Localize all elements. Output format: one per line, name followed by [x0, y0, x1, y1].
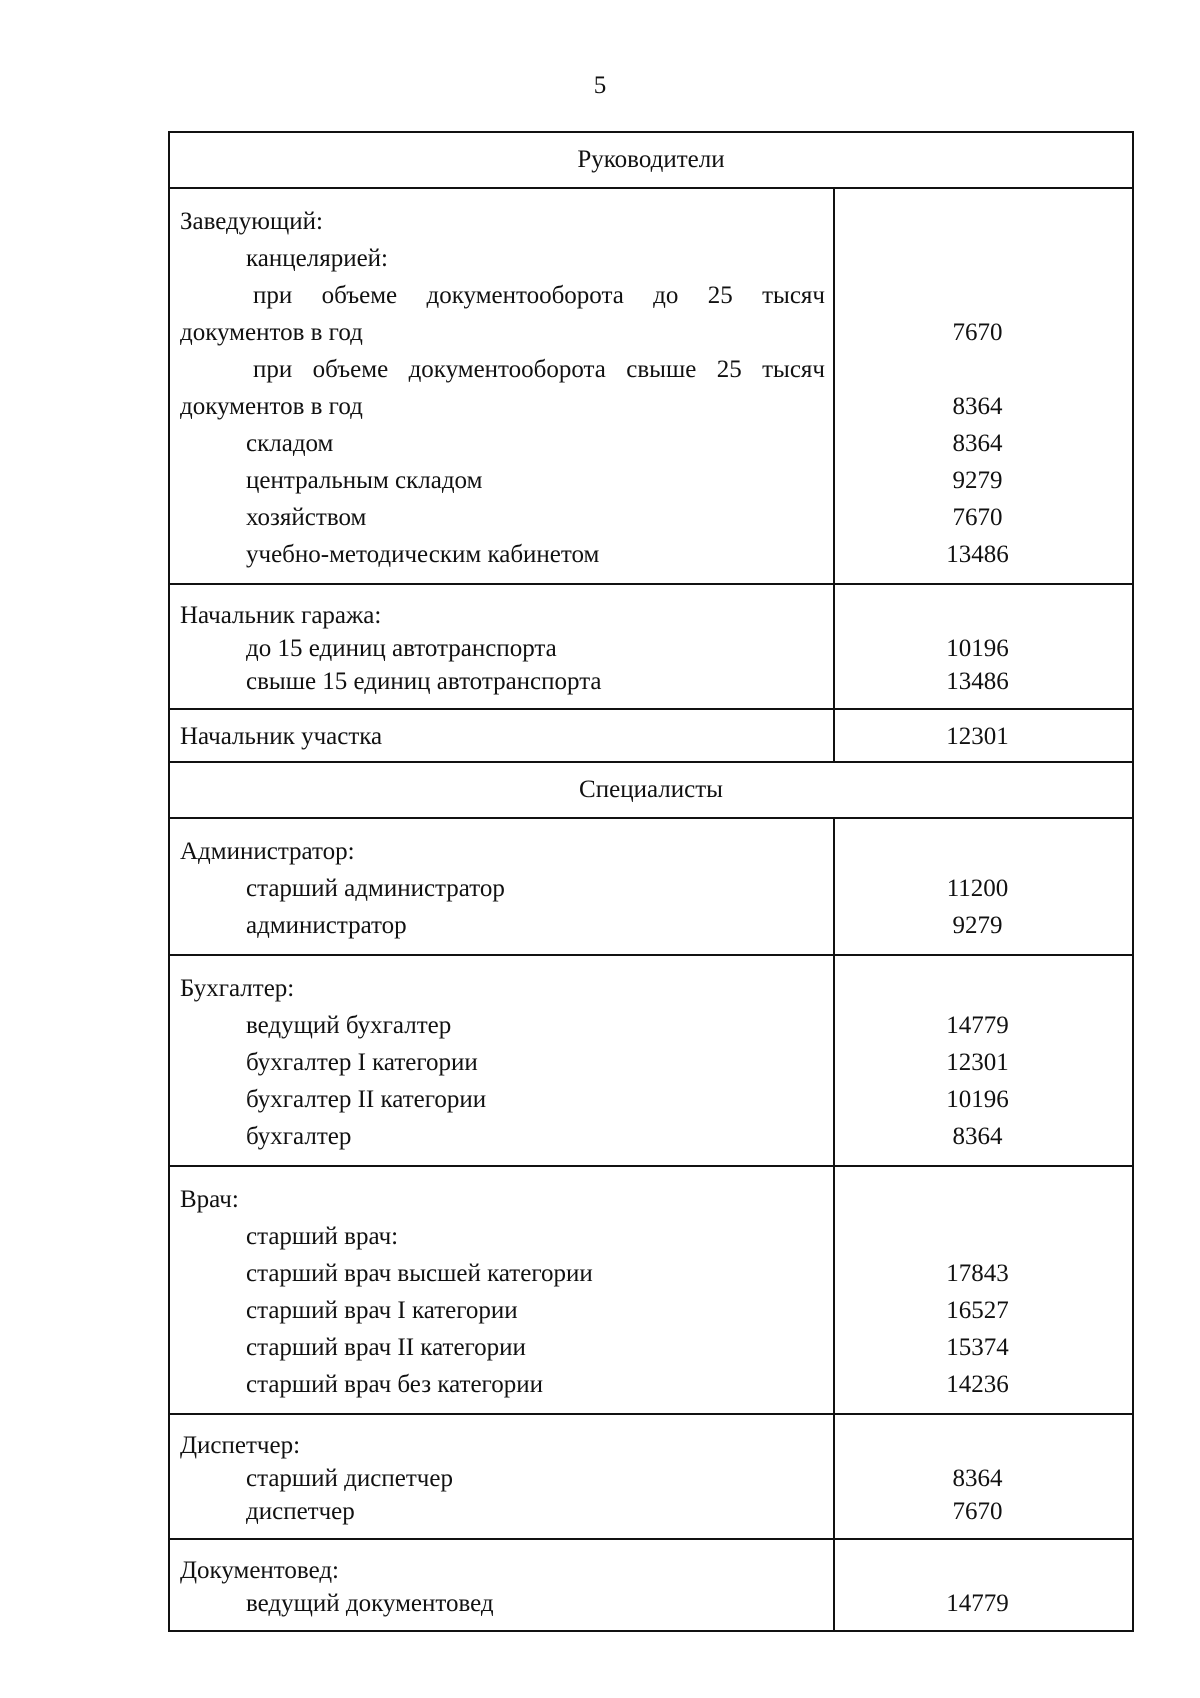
block-dispatcher: [170, 1415, 1132, 1540]
row-value: 17843: [946, 1260, 1009, 1287]
block-values: [835, 585, 1132, 708]
row-value: 7670: [952, 1498, 1003, 1525]
row-head: Врач:: [180, 1186, 239, 1213]
block-labels: [170, 1167, 835, 1413]
row-head: Диспетчер:: [180, 1432, 301, 1459]
row-label-a: при объеме документооборота до 25 тысяч: [253, 282, 825, 309]
row-head: Начальник гаража:: [180, 602, 382, 629]
row-value: 13486: [946, 668, 1009, 695]
row-label: диспетчер: [246, 1498, 355, 1525]
block-garage: [170, 585, 1132, 710]
row-sub: канцелярией:: [246, 245, 388, 272]
row-label: хозяйством: [246, 504, 367, 531]
row-head: Бухгалтер:: [180, 975, 295, 1002]
row-label: администратор: [246, 912, 407, 939]
row-value: 10196: [946, 635, 1009, 662]
row-value: 14236: [946, 1371, 1009, 1398]
row-value: 8364: [952, 1123, 1003, 1150]
row-label: старший врач II категории: [246, 1334, 526, 1361]
row-value: 11200: [946, 875, 1009, 902]
section-header-specialists: Специалисты: [170, 763, 1132, 819]
row-label: ведущий документовед: [246, 1590, 494, 1617]
row-value: 14779: [946, 1012, 1009, 1039]
row-label: бухгалтер II категории: [246, 1086, 487, 1113]
row-label: свыше 15 единиц автотранспорта: [246, 668, 602, 695]
block-doctor: [170, 1167, 1132, 1415]
block-admin: [170, 819, 1132, 956]
block-labels: [170, 1540, 835, 1630]
block-values: [835, 819, 1132, 954]
row-label: старший врач без категории: [246, 1371, 543, 1398]
row-value: 8364: [952, 1465, 1003, 1492]
row-label: старший врач I категории: [246, 1297, 518, 1324]
block-values: [835, 189, 1132, 583]
row-value: 9279: [952, 467, 1003, 494]
row-label: складом: [246, 430, 334, 457]
block-values: [835, 710, 1132, 761]
row-value: 9279: [952, 912, 1003, 939]
row-label: центральным складом: [246, 467, 483, 494]
block-labels: [170, 956, 835, 1165]
row-value: 12301: [946, 723, 1009, 750]
block-values: [835, 1540, 1132, 1630]
block-values: [835, 1415, 1132, 1538]
row-label-b: документов в год: [180, 319, 363, 346]
row-value: 14779: [946, 1590, 1009, 1617]
row-value: 8364: [952, 430, 1003, 457]
block-docs: [170, 1540, 1132, 1632]
salary-table: [168, 131, 1134, 1632]
row-label: бухгалтер: [246, 1123, 352, 1150]
page-number: 5: [593, 72, 607, 99]
row-head: Администратор:: [180, 838, 355, 865]
block-labels: [170, 819, 835, 954]
row-label: Начальник участка: [180, 723, 383, 750]
row-label-b: документов в год: [180, 393, 363, 420]
row-head: Заведующий:: [180, 208, 323, 235]
row-label: старший врач высшей категории: [246, 1260, 593, 1287]
row-label-a: при объеме документооборота свыше 25 тысяч: [253, 356, 825, 383]
section-header-leaders: Руководители: [170, 133, 1132, 189]
block-values: [835, 956, 1132, 1165]
row-value: 7670: [952, 504, 1003, 531]
row-label: бухгалтер I категории: [246, 1049, 478, 1076]
row-sub: старший врач:: [246, 1223, 399, 1250]
row-label: до 15 единиц автотранспорта: [246, 635, 557, 662]
block-labels: [170, 189, 835, 583]
row-value: 7670: [952, 319, 1003, 346]
block-accountant: [170, 956, 1132, 1167]
row-value: 16527: [946, 1297, 1009, 1324]
block-values: [835, 1167, 1132, 1413]
block-labels: [170, 1415, 835, 1538]
row-head: Документовед:: [180, 1557, 339, 1584]
block-labels: [170, 710, 835, 761]
row-value: 12301: [946, 1049, 1009, 1076]
block-zaveduyushchiy: [170, 189, 1132, 585]
row-label: учебно-методическим кабинетом: [246, 541, 600, 568]
row-value: 13486: [946, 541, 1009, 568]
row-label: старший администратор: [246, 875, 505, 902]
block-site: [170, 710, 1132, 763]
row-label: ведущий бухгалтер: [246, 1012, 452, 1039]
row-label: старший диспетчер: [246, 1465, 453, 1492]
block-labels: [170, 585, 835, 708]
row-value: 10196: [946, 1086, 1009, 1113]
row-value: 8364: [952, 393, 1003, 420]
row-value: 15374: [946, 1334, 1009, 1361]
